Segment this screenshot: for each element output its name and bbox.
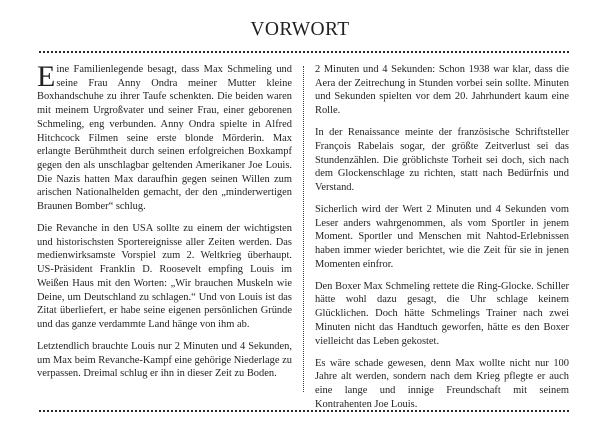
paragraph-text: ine Familienlegende besagt, dass Max Schmeling und seine Frau Anny Ondra meiner Mutter kleine Boxhandschuhe zu ihrer Taufe schenkten. Die beiden waren mit meinem Urgroßvater und seiner Frau, einer geborenen Schmeling, eng verbunden. Anny Ondra spielte in Alfred Hitchcock Filmen seine erste blonde Mörderin. Max erlangte Berühmtheit durch seinen erfolgreichen Boxkampf gegen den als unschlagbar geltenden Amerikaner Joe Louis. Die Nazis hatten Max daraufhin gegen seinen Willen zum arischen Nationalhelden gemacht, der den „minderwertigen Braunen Bomber“ schlug. [37,64,292,213]
column-divider [303,66,304,392]
left-column [37,60,292,389]
paragraph: 2 Minuten und 4 Sekunden: Schon 1938 war klar, dass die Aera der Zeitrechung in Stunden vorbei sein sollte. Minuten und Sekunden spielten vor dem 20. Jahrhundert kaum eine Rolle. [315,64,569,117]
top-dotted-rule [39,51,569,53]
paragraph [37,60,292,214]
paragraph: Die Revanche in den USA sollte zu einem der wichtigsten und historischsten Sportereignisse aller Zeiten werden. Das medienwirksamste Vorspiel zum 2. Weltkrieg überhaupt. US-Präsident Franklin D. Roosevelt empfing Louis im Weißen Haus mit den Worten: „Wir brauchen Muskeln wie Deine, um Deutschland zu schlagen.“ Und von Louis ist das Zitat überliefert, er habe seine eigenen persönlichen Gründe und das ganze verdammte Land hänge von ihm ab. [37,223,292,330]
paragraph: Sicherlich wird der Wert 2 Minuten und 4 Sekunden vom Leser anders wahrgenommen, als vom Sportler in jenem Moment. Sportler und Menschen mit Nahtod-Erlebnissen haben immer wieder berichtet, wie die Zeit für sie in jenen Momenten einfror. [315,203,569,270]
right-column [315,63,569,420]
drop-cap: E [37,60,56,93]
paragraph: In der Renaissance meinte der französische Schriftsteller François Rabelais sogar, der größte Zeitverlust sei das Stundenzählen. Die gröblichste Torheit sei doch, sich nach dem Glockenschlage zu richten, statt nach Bedürfnis und Verstand. [315,127,569,193]
paragraph: Letztendlich brauchte Louis nur 2 Minuten und 4 Sekunden, um Max beim Revanche-Kampf eine gehörige Niederlage zu verpassen. Dreimal schlug er ihn in dieser Zeit zu Boden. [37,340,292,380]
page-title: VORWORT [250,19,350,40]
bottom-dotted-rule [39,410,569,412]
paragraph: Es wäre schade gewesen, denn Max wollte nicht nur 100 Jahre alt werden, sondern nach dem Krieg pflegte er auch eine lange und innige Freundschaft mit seinem Kontrahenten Joe Louis. [315,357,569,410]
paragraph: Den Boxer Max Schmeling rettete die Ring-Glocke. Schiller hätte wohl dazu gesagt, die Uhr schlage keinem Glücklichen. Doch hätte Schmelings Trainer nach zwei Minuten nicht das Handtuch geworfen, hätte es den Boxer vielleicht das Leben gekostet. [315,280,569,347]
